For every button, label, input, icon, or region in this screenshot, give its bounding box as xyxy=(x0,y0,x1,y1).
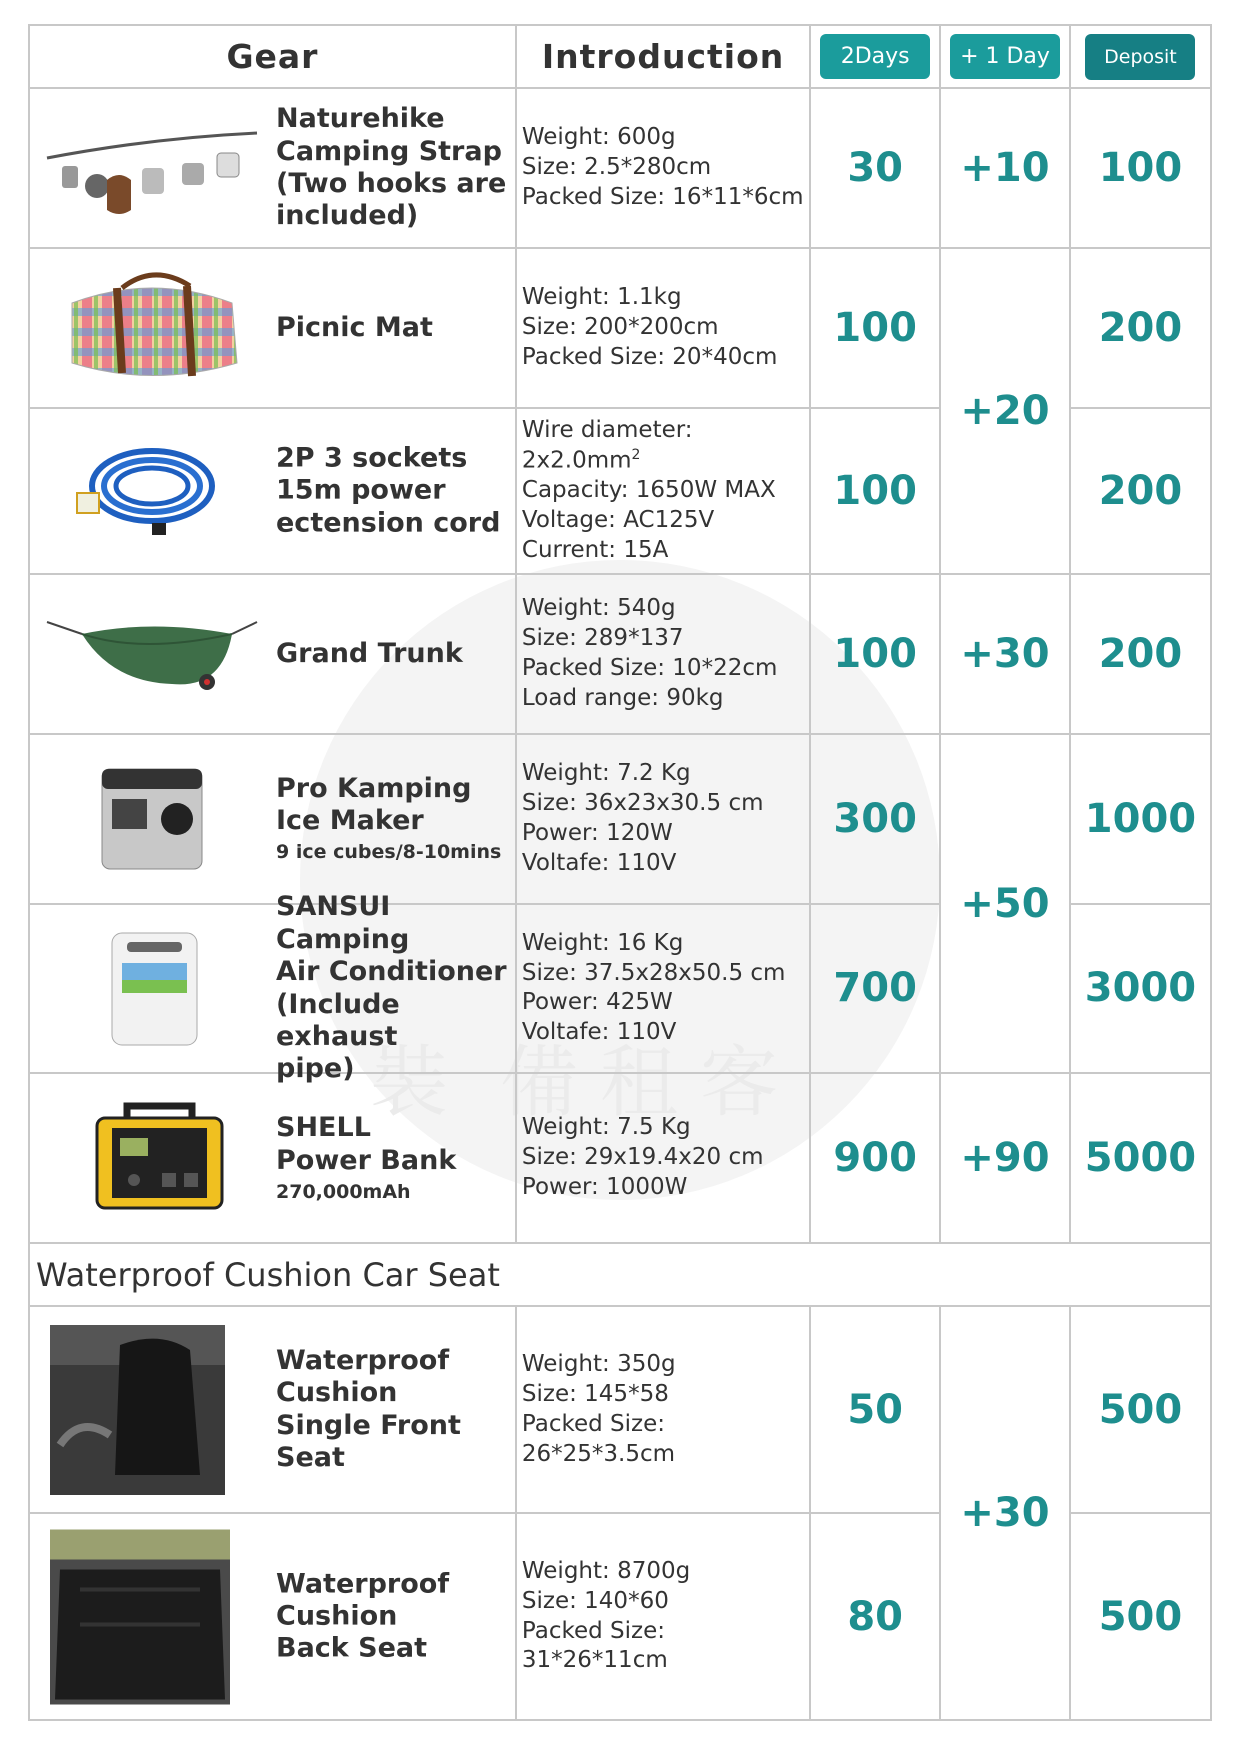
intro-line: Weight: 600g xyxy=(521,124,676,151)
watermark-char: 客 xyxy=(700,1038,779,1128)
intro-line: Packed Size: 16*11*6cm xyxy=(521,184,804,211)
superscript: 2 xyxy=(631,446,641,463)
price-2days: 30 xyxy=(810,88,940,248)
intro-line: Size: 36x23x30.5 cm xyxy=(521,789,764,816)
price-2days: 50 xyxy=(810,1306,940,1513)
intro-line: Capacity: 1650W MAX xyxy=(521,477,776,504)
power-bank-icon xyxy=(42,1098,262,1218)
header-gear: Gear xyxy=(29,25,516,88)
intro-line: 31*26*11cm xyxy=(521,1647,668,1674)
price-extra-day: +10 xyxy=(940,88,1070,248)
camping-strap-icon xyxy=(42,108,262,228)
price-extra-day: +50 xyxy=(940,734,1070,1074)
price-deposit: 100 xyxy=(1070,88,1211,248)
intro-line: Voltage: AC125V xyxy=(521,507,715,534)
gear-cell xyxy=(29,88,516,248)
table-row xyxy=(29,248,1211,408)
price-extra-day: +30 xyxy=(940,574,1070,734)
intro-line: Voltafe: 110V xyxy=(521,1019,677,1046)
price-2days: 80 xyxy=(810,1513,940,1720)
intro-line-with-sup xyxy=(522,446,809,477)
table-row xyxy=(29,1073,1211,1243)
price-2days: 100 xyxy=(810,574,940,734)
section-row xyxy=(29,1243,1211,1306)
intro-line: Weight: 540g xyxy=(521,594,676,621)
intro-line: Wire diameter: xyxy=(521,416,693,443)
gear-name: Naturehike Camping Strap (Two hooks are included) xyxy=(276,103,507,232)
intro-cell xyxy=(516,248,810,408)
deposit-label: Deposit xyxy=(1085,34,1195,80)
gear-name: Grand Trunk xyxy=(276,637,463,669)
watermark-char: 租 xyxy=(600,1038,679,1128)
gear-cell xyxy=(29,408,516,574)
intro-line: Weight: 7.2 Kg xyxy=(521,759,691,786)
price-extra-day: +30 xyxy=(940,1306,1070,1720)
intro-cell xyxy=(516,1306,810,1513)
intro-line: Size: 29x19.4x20 cm xyxy=(521,1144,764,1171)
header-2days xyxy=(810,25,940,88)
gear-name: Waterproof Cushion Single Front Seat xyxy=(276,1344,461,1474)
table-row xyxy=(29,88,1211,248)
intro-line: Size: 2.5*280cm xyxy=(521,154,712,181)
intro-line: Packed Size: xyxy=(521,1410,665,1437)
gear-cell xyxy=(29,1073,516,1243)
gear-cell xyxy=(29,891,516,1085)
intro-line: Weight: 8700g xyxy=(521,1557,691,1584)
gear-subtitle: 270,000mAh xyxy=(276,1181,411,1204)
intro-line: Size: 289*137 xyxy=(521,624,684,651)
picnic-mat-icon xyxy=(42,268,262,388)
intro-cell xyxy=(516,1073,810,1243)
intro-line: Power: 120W xyxy=(521,819,673,846)
intro-line: Current: 15A xyxy=(521,537,669,564)
intro-line: Size: 140*60 xyxy=(521,1587,669,1614)
gear-name: Waterproof Cushion Back Seat xyxy=(276,1567,450,1664)
gear-cell xyxy=(29,1513,516,1720)
gear-cell xyxy=(29,1306,516,1513)
back-seat-cover-icon xyxy=(50,1529,230,1704)
rental-price-table xyxy=(28,24,1212,1721)
intro-cell xyxy=(516,904,810,1074)
price-2days: 100 xyxy=(810,248,940,408)
intro-line: Weight: 16 Kg xyxy=(521,929,684,956)
watermark-char: 裝 xyxy=(370,1038,449,1128)
intro-line: Packed Size: xyxy=(521,1617,665,1644)
gear-cell xyxy=(29,734,516,904)
intro-line: Packed Size: 10*22cm xyxy=(521,654,778,681)
gear-name-text: SHELL Power Bank xyxy=(276,1112,457,1176)
two-days-label: 2Days xyxy=(820,34,930,79)
price-extra-day: +20 xyxy=(940,248,1070,574)
price-2days: 700 xyxy=(810,904,940,1074)
intro-cell xyxy=(516,734,810,904)
gear-name: 2P 3 sockets 15m power ectension cord xyxy=(276,442,501,539)
header-deposit xyxy=(1070,25,1211,88)
intro-cell xyxy=(516,408,810,574)
price-extra-day: +90 xyxy=(940,1073,1070,1243)
price-deposit: 1000 xyxy=(1070,734,1211,904)
intro-line: Size: 37.5x28x50.5 cm xyxy=(521,959,786,986)
header-plus-one-day xyxy=(940,25,1070,88)
intro-line: Size: 145*58 xyxy=(521,1380,669,1407)
intro-line: 2x2.0mm xyxy=(521,447,632,474)
intro-line: Power: 425W xyxy=(521,989,673,1016)
gear-name: Picnic Mat xyxy=(276,311,433,343)
price-deposit: 500 xyxy=(1070,1513,1211,1720)
intro-line: Size: 200*200cm xyxy=(521,314,719,341)
gear-name-text: Pro Kamping Ice Maker xyxy=(276,772,472,837)
intro-line: Weight: 350g xyxy=(521,1350,676,1377)
price-deposit: 5000 xyxy=(1070,1073,1211,1243)
gear-subtitle: 9 ice cubes/8-10mins xyxy=(276,841,502,864)
intro-line: Voltafe: 110V xyxy=(521,849,677,876)
table-row xyxy=(29,574,1211,734)
gear-cell xyxy=(29,574,516,734)
intro-line: Weight: 1.1kg xyxy=(521,284,682,311)
gear-name xyxy=(276,773,509,865)
intro-line: 26*25*3.5cm xyxy=(521,1440,676,1467)
table-row xyxy=(29,734,1211,904)
gear-name xyxy=(276,1112,509,1204)
price-deposit: 200 xyxy=(1070,408,1211,574)
front-seat-cover-icon xyxy=(50,1325,225,1495)
intro-line: Weight: 7.5 Kg xyxy=(521,1114,691,1141)
intro-cell xyxy=(516,574,810,734)
gear-name: SANSUI Camping Air Conditioner (Include exhaust pipe) xyxy=(276,891,507,1085)
plus-one-day-label: + 1 Day xyxy=(950,34,1060,79)
price-deposit: 200 xyxy=(1070,248,1211,408)
header-row xyxy=(29,25,1211,88)
intro-line: Load range: 90kg xyxy=(521,684,724,711)
power-cord-icon xyxy=(42,431,262,551)
gear-cell xyxy=(29,248,516,408)
intro-cell xyxy=(516,1513,810,1720)
intro-cell xyxy=(516,88,810,248)
section-title: Waterproof Cushion Car Seat xyxy=(29,1243,1211,1306)
ice-maker-icon xyxy=(42,759,262,879)
price-2days: 300 xyxy=(810,734,940,904)
price-deposit: 3000 xyxy=(1070,904,1211,1074)
price-2days: 100 xyxy=(810,408,940,574)
header-introduction: Introduction xyxy=(516,25,810,88)
intro-line: Power: 1000W xyxy=(521,1174,688,1201)
hammock-icon xyxy=(42,594,262,714)
watermark-char: 備 xyxy=(500,1038,579,1128)
price-2days: 900 xyxy=(810,1073,940,1243)
air-conditioner-icon xyxy=(42,928,262,1048)
table-row xyxy=(29,1306,1211,1513)
price-deposit: 200 xyxy=(1070,574,1211,734)
intro-line: Packed Size: 20*40cm xyxy=(521,344,778,371)
price-deposit: 500 xyxy=(1070,1306,1211,1513)
